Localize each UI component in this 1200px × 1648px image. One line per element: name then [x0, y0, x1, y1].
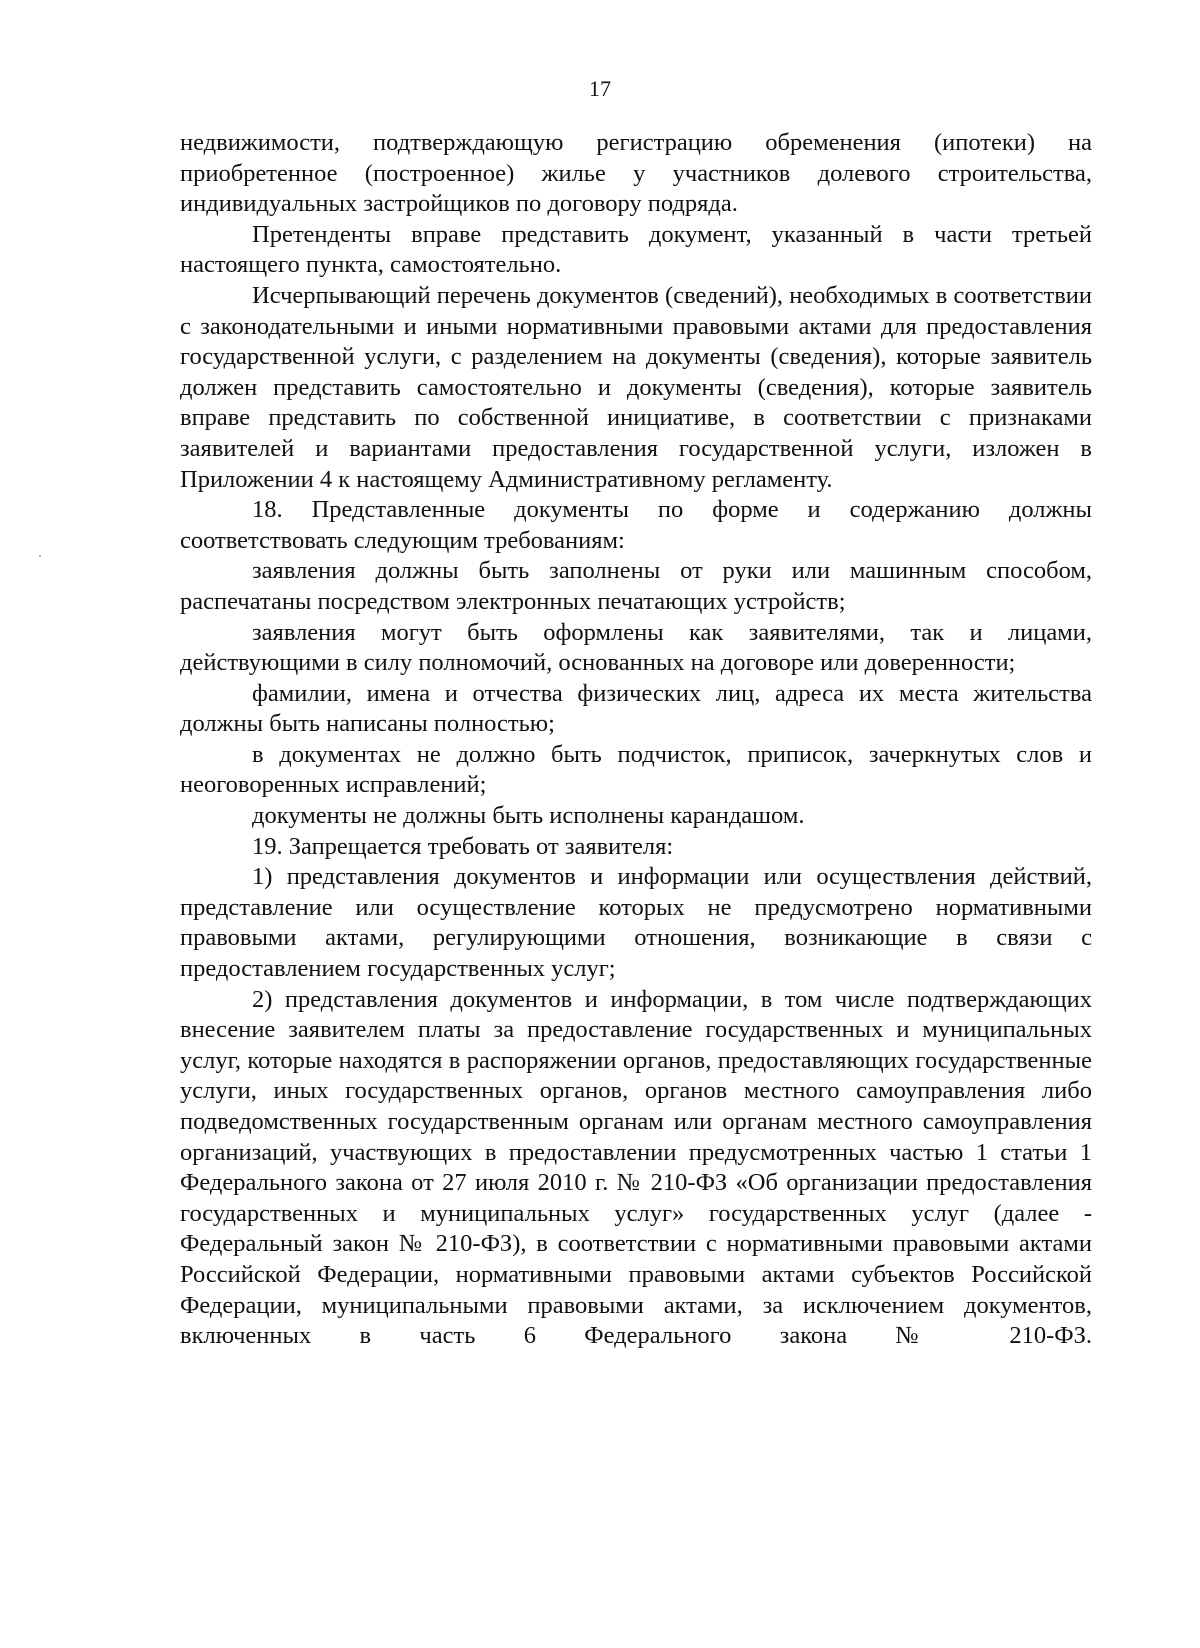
- paragraph-item-18: 18. Представленные документы по форме и содержанию должны соответствовать следующим требованиям:: [180, 496, 1092, 554]
- paragraph-requirement-filled: заявления должны быть заполнены от руки или машинным способом, распечатаны посредством электронных печатающих устройств;: [180, 557, 1092, 615]
- paragraph-requirement-no-pencil: документы не должны быть исполнены карандашом.: [252, 802, 805, 830]
- paragraph-continuation: недвижимости, подтверждающую регистрацию обременения (ипотеки) на приобретенное (построенное) жилье у участников долевого строительства, индивидуальных застройщиков по договору подряда.: [180, 129, 1092, 218]
- paragraph-item-19: 19. Запрещается требовать от заявителя:: [252, 832, 674, 860]
- scan-speck: [39, 555, 41, 557]
- paragraph-requirement-no-erasures: в документах не должно быть подчисток, приписок, зачеркнутых слов и неоговоренных исправлений;: [180, 740, 1092, 799]
- document-body: [180, 128, 1092, 1352]
- paragraph-requirement-executed: заявления могут быть оформлены как заявителями, так и лицами, действующими в силу полномочий, основанных на договоре или доверенности;: [180, 618, 1092, 677]
- paragraph-applicants-right: Претенденты вправе представить документ, указанный в части третьей настоящего пункта, самостоятельно.: [180, 220, 1092, 279]
- paragraph-subitem-1: 1) представления документов и информации или осуществления действий, представление или осуществление которых не предусмотрено нормативными правовыми актами, регулирующими отношения, возникающие в связи с предоставлением государственных услуг;: [180, 863, 1092, 983]
- paragraph-subitem-2: 2) представления документов и информации, в том числе подтверждающих внесение заявителем платы за предоставление государственных и муниципальных услуг, которые находятся в распоряжении органов, предоставляющих государственные услуги, иных государственных органов, органов местного самоуправления либо подведомственных государственным органам или органам местного самоуправления организаций, участвующих в предоставлении предусмотренных частью 1 статьи 1 Федерального закона от 27 июля 2010 г. № 210-ФЗ «Об организации предоставления государственных и муниципальных услуг» государственных услуг (далее - Федеральный закон № 210-ФЗ), в соответствии с нормативными правовыми актами Российской Федерации, нормативными правовыми актами субъектов Российской Федерации, муниципальными правовыми актами, за исключением документов, включенных в часть 6 Федерального закона № 210-ФЗ.: [180, 985, 1092, 1350]
- paragraph-requirement-names: фамилии, имена и отчества физических лиц, адреса их места жительства должны быть написаны полностью;: [180, 679, 1092, 738]
- page-number: 17: [589, 76, 611, 101]
- paragraph-documents-list: Исчерпывающий перечень документов (сведений), необходимых в соответствии с законодательными и иными нормативными правовыми актами для предоставления государственной услуги, с разделением на документы (сведения), которые заявитель должен представить самостоятельно и документы (сведения), которые заявитель вправе представить по собственной инициативе, в соответствии с признаками заявителей и вариантами предоставления государственной услуги, изложен в Приложении 4 к настоящему Административному регламенту.: [180, 281, 1092, 493]
